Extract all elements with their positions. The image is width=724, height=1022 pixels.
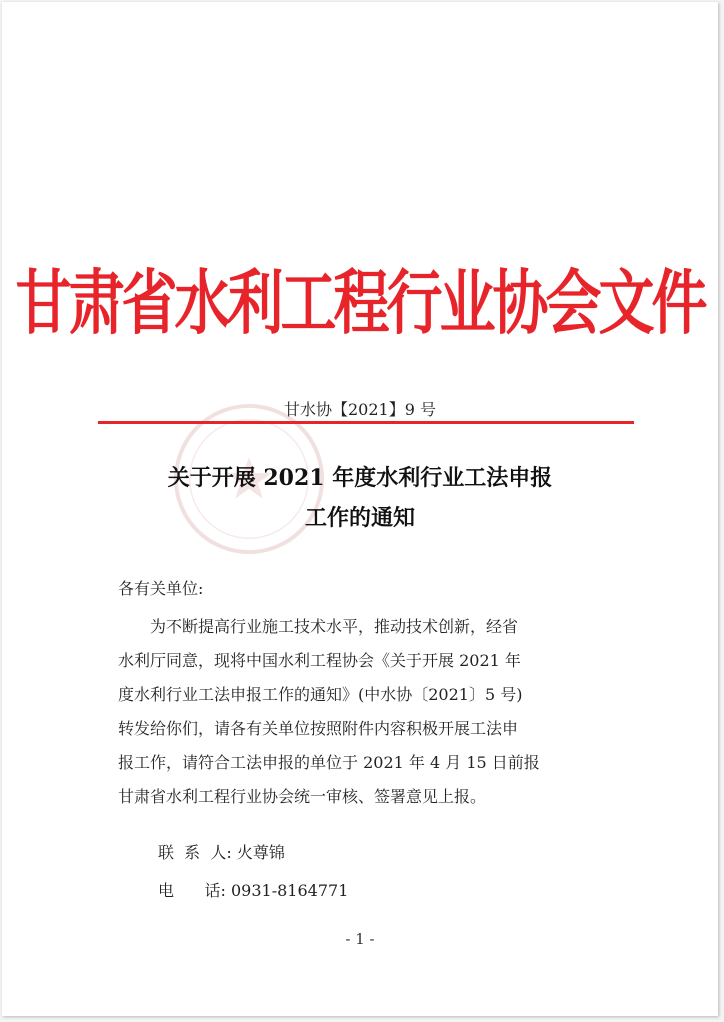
paragraph-line: 水利厅同意，现将中国水利工程协会《关于开展 2021 年 xyxy=(118,651,521,670)
document-number: 甘水协【2021】9 号 xyxy=(284,400,436,419)
paragraph-line: 报工作，请符合工法申报的单位于 2021 年 4 月 15 日前报 xyxy=(118,753,540,772)
document-page xyxy=(2,2,718,1016)
notice-subject xyxy=(2,458,718,538)
paragraph-line: 甘肃省水利工程行业协会统一审核、签署意见上报。 xyxy=(118,787,487,806)
salutation: 各有关单位: xyxy=(118,579,204,598)
page-number: - 1 - xyxy=(345,930,375,948)
paragraph-line: 为不断提高行业施工技术水平，推动技术创新，经省 xyxy=(150,617,519,636)
body-paragraph xyxy=(118,610,638,814)
document-header-title: 甘肃省水利工程行业协会文件 xyxy=(15,263,705,345)
contact-person: 联 系 人: 火尊锦 xyxy=(158,843,285,862)
paragraph-line: 度水利行业工法申报工作的通知》(中水协〔2021〕5 号) xyxy=(118,685,523,704)
subject-line: 工作的通知 xyxy=(304,505,415,531)
red-header-rule xyxy=(98,421,634,424)
paragraph-line: 转发给你们，请各有关单位按照附件内容积极开展工法申 xyxy=(118,719,519,738)
subject-line: 关于开展 2021 年度水利行业工法申报 xyxy=(167,465,553,491)
contact-phone: 电 话: 0931-8164771 xyxy=(158,881,349,900)
